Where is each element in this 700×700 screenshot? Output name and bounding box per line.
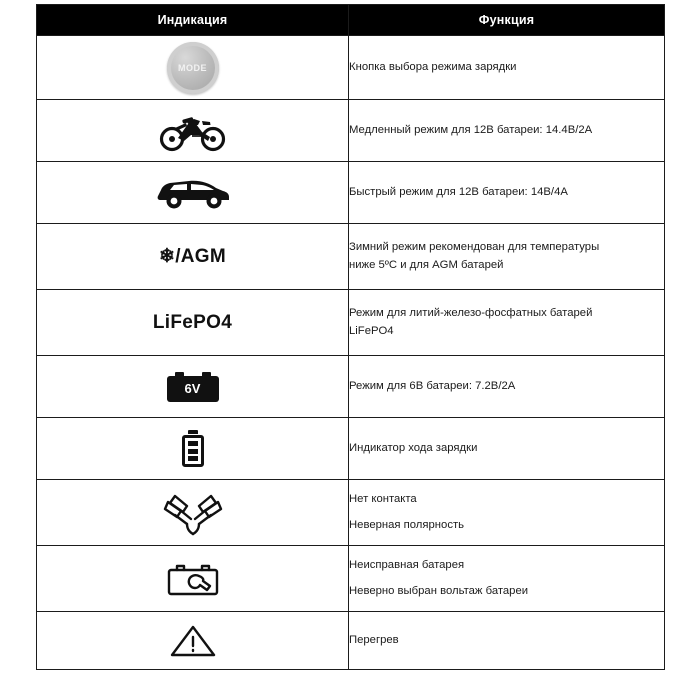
table-row — [37, 100, 665, 162]
charging-battery-icon — [182, 430, 204, 467]
table-row — [37, 356, 665, 418]
battery-segment — [188, 456, 198, 461]
table-row — [37, 418, 665, 480]
table-body — [37, 36, 665, 670]
table-row — [37, 546, 665, 612]
function-cell — [349, 224, 665, 290]
mode-button-label: MODE — [178, 62, 207, 73]
function-cell — [349, 480, 665, 546]
indication-cell — [37, 100, 349, 162]
indication-cell — [37, 612, 349, 670]
function-cell — [349, 162, 665, 224]
battery-6v-icon — [167, 372, 219, 402]
battery-terminal-right — [202, 372, 211, 377]
motorcycle-icon — [158, 110, 228, 152]
function-text: Нет контакта — [349, 492, 417, 505]
function-cell — [349, 418, 665, 480]
function-text: Неверно выбран вольтаж батареи — [349, 585, 529, 597]
table-row — [37, 162, 665, 224]
table-header — [37, 5, 665, 36]
indication-cell — [37, 480, 349, 546]
mode-button-icon[interactable] — [167, 42, 219, 94]
function-text: ниже 5ºС и для AGM батарей — [349, 258, 504, 271]
function-cell — [349, 100, 665, 162]
indication-cell — [37, 418, 349, 480]
function-text: Зимний режим рекомендован для температуры — [349, 241, 600, 253]
function-text: Медленный режим для 12В батареи: 14.4В/2А — [349, 123, 593, 136]
indication-function-table — [36, 4, 665, 670]
battery-segment — [188, 449, 198, 454]
battery-6v-label: 6V — [167, 376, 219, 402]
battery-wrench-icon — [161, 557, 225, 601]
column-header-indication — [37, 5, 349, 36]
function-text: Перегрев — [349, 633, 399, 646]
function-text: Режим для литий-железо-фосфатных батарей — [349, 307, 593, 319]
function-text: LiFePO4 — [349, 324, 394, 337]
indication-cell — [37, 224, 349, 290]
table-row — [37, 290, 665, 356]
function-cell — [349, 356, 665, 418]
lifepo4-text-icon: LiFePO4 — [152, 311, 233, 333]
column-header-indication-label: Индикация — [157, 13, 228, 27]
function-text: Режим для 6В батареи: 7.2В/2А — [349, 379, 516, 392]
battery-segment — [188, 441, 198, 446]
function-text: Кнопка выбора режима зарядки — [349, 60, 517, 73]
clamps-icon — [157, 488, 229, 538]
function-text: Индикатор хода зарядки — [349, 441, 478, 454]
indication-cell — [37, 290, 349, 356]
table-row — [37, 224, 665, 290]
function-text: Неисправная батарея — [349, 558, 465, 571]
function-cell — [349, 36, 665, 100]
column-header-function — [349, 5, 665, 36]
battery-cap — [188, 430, 198, 434]
battery-terminal-left — [175, 372, 184, 377]
indication-cell — [37, 356, 349, 418]
table-row — [37, 36, 665, 100]
table-row — [37, 480, 665, 546]
function-cell — [349, 546, 665, 612]
battery-shell — [182, 435, 204, 467]
column-header-function-label: Функция — [478, 13, 535, 27]
function-cell — [349, 612, 665, 670]
table-row — [37, 612, 665, 670]
snowflake-agm-icon: ❄/AGM — [158, 246, 227, 267]
car-icon — [154, 174, 232, 212]
table-header-row — [37, 5, 665, 36]
function-text: Быстрый режим для 12В батареи: 14В/4А — [349, 185, 568, 198]
indication-cell — [37, 546, 349, 612]
warning-triangle-icon — [167, 620, 219, 662]
function-text: Неверная полярность — [349, 519, 465, 531]
indication-cell — [37, 36, 349, 100]
indication-cell — [37, 162, 349, 224]
function-cell — [349, 290, 665, 356]
